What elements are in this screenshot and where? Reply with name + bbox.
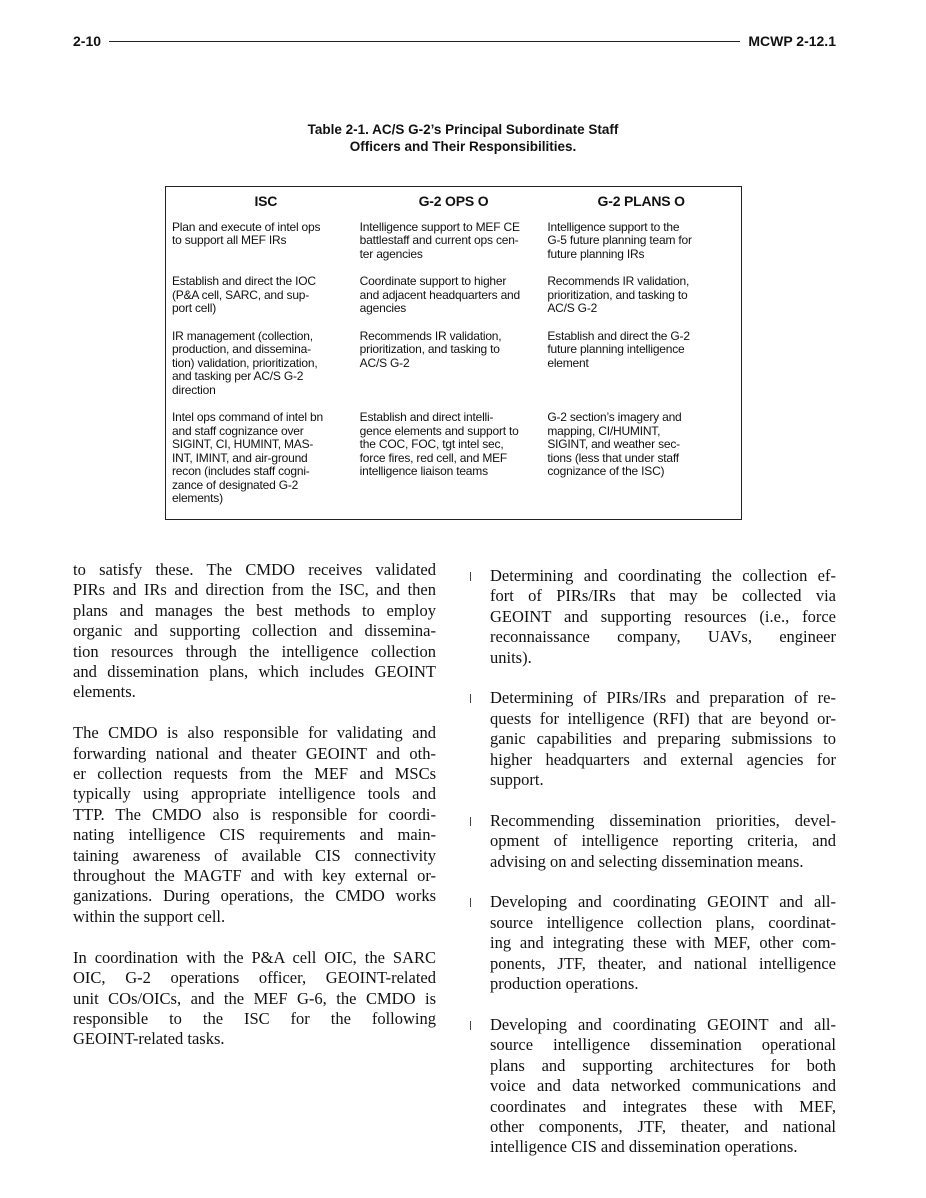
cell-line: battlestaff and current ops cen- [359,233,519,247]
text-line: and dissemination plans, which includes GEOINT [73,662,436,682]
text-line: higher headquarters and external agencies for [490,749,836,769]
bullet-item [490,688,836,790]
text-line: Developing and coordinating GEOINT and all- [490,892,836,912]
cell-line: prioritization, and tasking to [359,342,500,356]
right-bullet-column [490,566,836,1178]
table-cell [360,330,548,412]
cell-line: Recommends IR validation, [547,274,690,288]
cell-line: elements) [172,491,223,505]
text-line: production operations. [490,974,639,994]
table-cell [360,275,548,330]
column-header: G-2 OPS O [418,193,489,209]
text-line: ponents, JTF, theater, and national intelligence [490,953,836,973]
text-line: The CMDO is also responsible for validating and [73,723,436,743]
text-line: er collection requests from the MEF and MSCs [73,764,436,784]
text-line: nating intelligence CIS requirements and main- [73,825,436,845]
cell-line: tion) validation, prioritization, [172,355,318,370]
cell-line: INT, IMINT, and air-ground [172,450,308,465]
cell-line: G-5 future planning team for [547,233,692,247]
cell-line: prioritization, and tasking to [547,287,688,302]
text-line: source intelligence dissemination operational [490,1035,836,1055]
text-line: throughout the MAGTF and with key external or- [73,866,436,886]
table-cell [547,221,735,276]
text-line: Determining and coordinating the collection ef- [490,566,836,585]
bullet-marker [470,1021,471,1030]
cell-line: recon (includes staff cogni- [172,464,310,478]
bullet-item [490,566,836,668]
text-line: plans and supporting architectures for both [490,1055,836,1075]
cell-line: intelligence liaison teams [359,464,488,478]
text-line: plans and manages the best methods to employ [73,600,436,620]
cell-line: IR management (collection, [172,328,313,343]
text-line: voice and data networked communications and [490,1076,836,1096]
cell-line: SIGINT, CI, HUMINT, MAS- [172,437,314,451]
cell-line: AC/S G-2 [547,301,598,315]
cell-line: Establish and direct intelli- [359,410,494,424]
text-line: Recommending dissemination priorities, devel- [490,810,836,830]
text-line: reconnaissance company, UAVs, engineer [490,627,836,647]
cell-line: Recommends IR validation, [359,328,502,343]
table-cell [172,221,360,276]
paragraph [73,560,436,703]
text-line: support. [490,770,544,790]
column-header: ISC [254,193,278,209]
bullet-item [490,1015,836,1158]
paragraph [73,723,436,927]
text-line: organic and supporting collection and dissemina- [73,621,436,641]
cell-line: Plan and execute of intel ops [172,219,321,234]
table-cell [360,221,548,276]
table-header-row [166,187,741,221]
text-line: GEOINT and supporting resources (i.e., force [490,606,836,626]
text-line: TTP. The CMDO also is responsible for coordi- [73,804,436,824]
cell-line: ter agencies [359,246,423,261]
bullet-marker [470,694,471,703]
cell-line: element [547,355,589,370]
text-line: opment of intelligence reporting criteria, and [490,831,836,851]
cell-line: SIGINT, and weather sec- [547,437,680,451]
text-line: to satisfy these. The CMDO receives validated [73,560,436,579]
cell-line: tions (less that under staff [547,450,679,465]
left-text-column [73,560,436,1070]
cell-line: Establish and direct the IOC [172,274,316,288]
table-cell [172,411,360,520]
text-line: OIC, G-2 operations officer, GEOINT-related [73,968,436,988]
document-id: MCWP 2-12.1 [748,33,836,49]
cell-line: and staff cognizance over [172,423,304,438]
cell-line: to support all MEF IRs [172,233,287,247]
text-line: coordinates and integrates these with MEF, [490,1096,836,1116]
responsibilities-table [165,186,742,520]
text-line: ganizations. During operations, the CMDO works [73,886,436,906]
cell-line: cognizance of the ISC) [547,464,665,478]
text-line: other components, JTF, theater, and national [490,1116,836,1136]
cell-line: (P&A cell, SARC, and sup- [172,287,310,302]
text-line: In coordination with the P&A cell OIC, the SARC [73,947,436,967]
text-line: responsible to the ISC for the following [73,1008,436,1028]
table-row [166,411,741,520]
cell-line: port cell) [172,301,217,315]
text-line: tion resources through the intelligence collection [73,641,436,661]
cell-line: Intel ops command of intel bn [172,410,323,424]
bullet-item [490,811,836,872]
table-cell [547,411,735,520]
cell-line: Intelligence support to the [547,219,680,234]
text-line: source intelligence collection plans, coordinat- [490,912,836,932]
paragraph [73,948,436,1050]
bullet-marker [470,817,471,826]
text-line: fort of PIRs/IRs that may be collected via [490,586,836,606]
cell-line: direction [172,382,216,397]
cell-line: and adjacent headquarters and [359,287,521,302]
table-row [166,330,741,412]
table-cell [547,330,735,412]
table-title-line: Table 2-1. AC/S G-2’s Principal Subordinate Staff [307,122,619,137]
text-line: unit COs/OICs, and the MEF G-6, the CMDO is [73,988,436,1008]
table-title-line: Officers and Their Responsibilities. [349,139,577,154]
text-line: quests for intelligence (RFI) that are beyond or- [490,708,836,728]
table-cell [360,411,548,520]
table-row [166,275,741,330]
text-line: within the support cell. [73,906,226,926]
text-line: forwarding national and theater GEOINT and oth- [73,743,436,763]
cell-line: future planning intelligence [547,342,685,356]
cell-line: zance of designated G-2 [172,477,299,492]
running-header [73,32,836,50]
header-rule [109,41,740,42]
table-title [0,121,926,155]
cell-line: gence elements and support to [359,423,519,438]
text-line: ganic capabilities and preparing submissions to [490,729,836,749]
text-line: GEOINT-related tasks. [73,1029,225,1049]
text-line: Determining of PIRs/IRs and preparation of re- [490,688,836,708]
table-cell [172,330,360,412]
cell-line: force fires, red cell, and MEF [359,450,508,465]
table-cell [172,275,360,330]
text-line: typically using appropriate intelligence tools and [73,784,436,804]
text-line: Developing and coordinating GEOINT and all- [490,1014,836,1034]
cell-line: G-2 section’s imagery and [547,410,682,424]
text-line: elements. [73,682,136,702]
cell-line: production, and dissemina- [172,342,311,356]
text-line: PIRs and IRs and direction from the ISC, and then [73,580,436,600]
cell-line: the COC, FOC, tgt intel sec, [359,437,504,451]
cell-line: and tasking per AC/S G-2 [172,369,304,383]
table-row [166,221,741,276]
bullet-marker [470,572,471,581]
cell-line: Intelligence support to MEF CE [359,219,520,234]
cell-line: Establish and direct the G-2 [547,328,690,343]
bullet-item [490,892,836,994]
text-line: ing and integrating these with MEF, other com- [490,933,836,953]
text-line: taining awareness of available CIS connectivity [73,845,436,865]
text-line: advising on and selecting dissemination means. [490,851,804,871]
cell-line: agencies [359,301,407,315]
cell-line: AC/S G-2 [359,355,410,370]
table-cell [547,275,735,330]
column-header: G-2 PLANS O [597,193,685,209]
cell-line: mapping, CI/HUMINT, [547,423,661,438]
text-line: intelligence CIS and dissemination operations. [490,1137,798,1157]
cell-line: Coordinate support to higher [359,274,507,288]
bullet-marker [470,898,471,907]
page-number: 2-10 [73,33,102,49]
text-line: units). [490,647,532,667]
cell-line: future planning IRs [547,246,645,261]
